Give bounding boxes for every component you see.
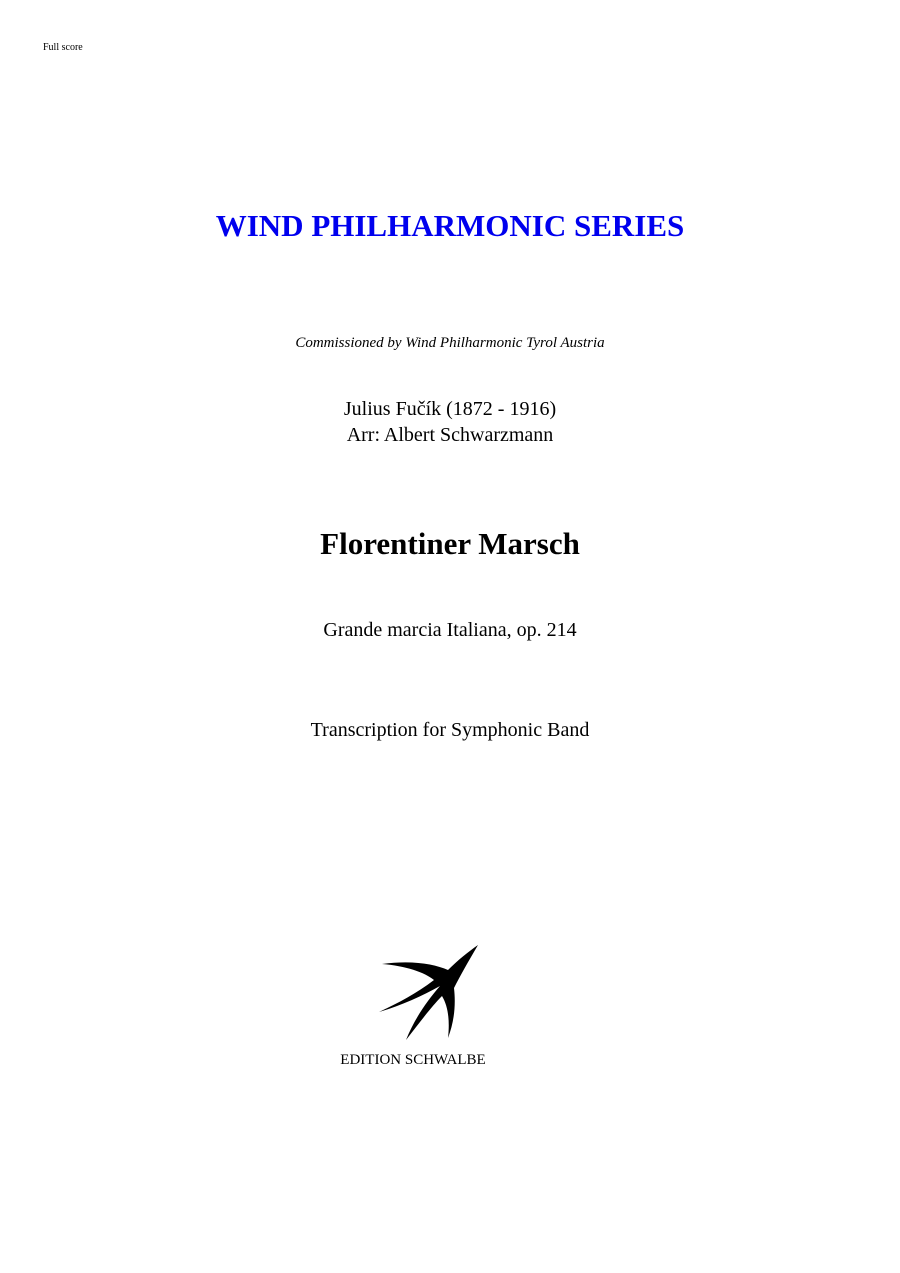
series-title: WIND PHILHARMONIC SERIES	[215, 208, 685, 243]
swallow-logo-icon	[376, 942, 480, 1042]
composer-credit: Julius Fučík (1872 - 1916)	[343, 398, 557, 420]
publisher-name: EDITION SCHWALBE	[340, 1052, 486, 1068]
full-score-label: Full score	[43, 42, 83, 53]
arranger-credit: Arr: Albert Schwarzmann	[346, 424, 554, 446]
transcription-note: Transcription for Symphonic Band	[310, 719, 590, 741]
piece-subtitle: Grande marcia Italiana, op. 214	[323, 619, 577, 641]
commission-note: Commissioned by Wind Philharmonic Tyrol Austria	[295, 335, 605, 351]
piece-title: Florentiner Marsch	[320, 526, 580, 561]
